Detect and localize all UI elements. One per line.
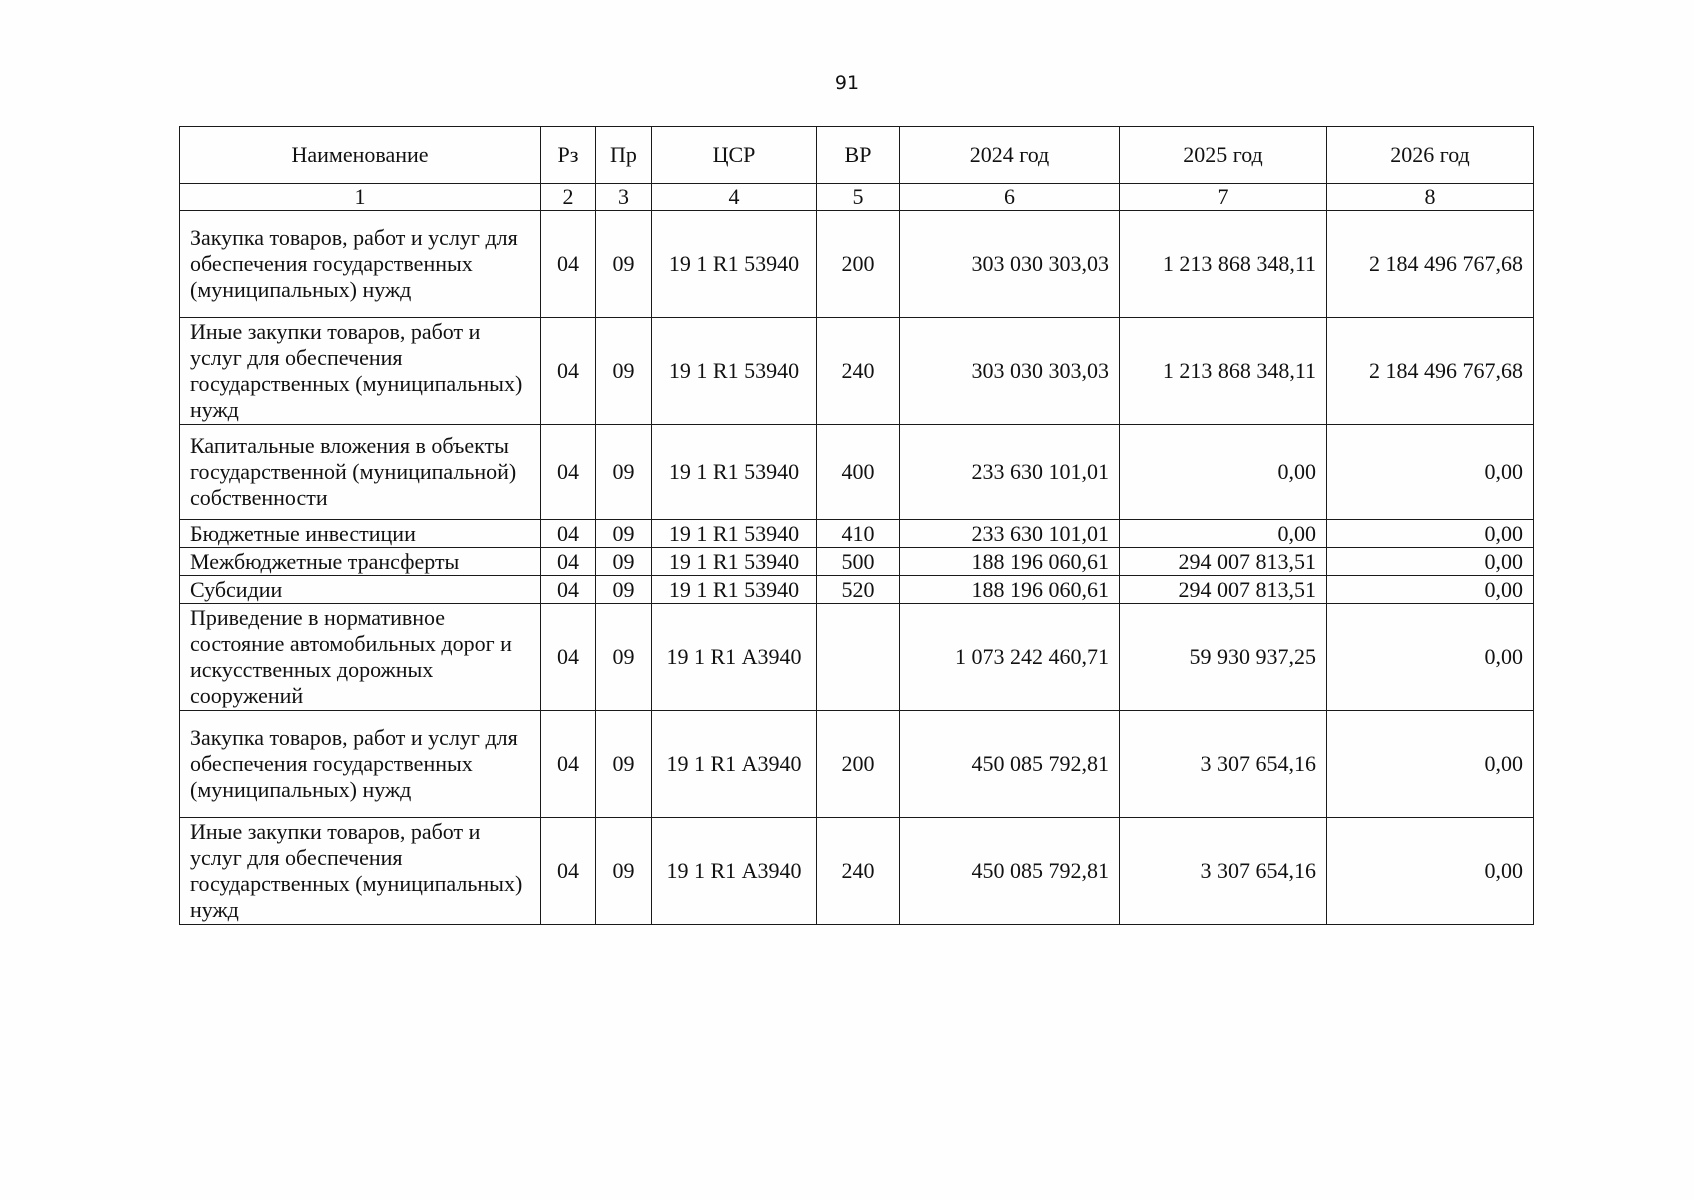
row-csr-cell: 19 1 R1 53940 <box>652 576 817 604</box>
row-csr-cell: 19 1 R1 53940 <box>652 425 817 520</box>
column-number: 4 <box>652 184 817 211</box>
row-rz-cell: 04 <box>541 604 596 711</box>
row-2024-cell: 303 030 303,03 <box>900 318 1120 425</box>
row-rz-cell: 04 <box>541 211 596 318</box>
row-pr-cell: 09 <box>596 211 652 318</box>
row-pr-cell: 09 <box>596 818 652 925</box>
row-pr-cell: 09 <box>596 520 652 548</box>
row-name-cell: Бюджетные инвестиции <box>180 520 541 548</box>
table-row <box>180 211 1534 318</box>
row-2026-cell: 0,00 <box>1327 576 1534 604</box>
row-name-cell: Иные закупки товаров, работ и услуг для обеспечения государственных (муниципальных) нужд <box>180 818 541 925</box>
budget-table <box>179 126 1534 925</box>
table-row <box>180 425 1534 520</box>
row-2024-cell: 233 630 101,01 <box>900 520 1120 548</box>
row-rz-cell: 04 <box>541 425 596 520</box>
row-2025-cell: 59 930 937,25 <box>1120 604 1327 711</box>
row-2026-cell: 0,00 <box>1327 548 1534 576</box>
row-csr-cell: 19 1 R1 53940 <box>652 548 817 576</box>
row-name-cell: Капитальные вложения в объекты государственной (муниципальной) собственности <box>180 425 541 520</box>
table-row <box>180 711 1534 818</box>
row-csr-cell: 19 1 R1 53940 <box>652 318 817 425</box>
row-2026-cell: 0,00 <box>1327 818 1534 925</box>
row-vr-cell: 240 <box>817 318 900 425</box>
table-row <box>180 818 1534 925</box>
row-2025-cell: 1 213 868 348,11 <box>1120 318 1327 425</box>
row-2024-cell: 303 030 303,03 <box>900 211 1120 318</box>
row-pr-cell: 09 <box>596 425 652 520</box>
row-2024-cell: 450 085 792,81 <box>900 711 1120 818</box>
row-2024-cell: 188 196 060,61 <box>900 548 1120 576</box>
table-header-row <box>180 127 1534 184</box>
table-row <box>180 604 1534 711</box>
row-2026-cell: 0,00 <box>1327 520 1534 548</box>
row-rz-cell: 04 <box>541 520 596 548</box>
column-number: 6 <box>900 184 1120 211</box>
table-body <box>180 211 1534 925</box>
row-2024-cell: 188 196 060,61 <box>900 576 1120 604</box>
row-2025-cell: 294 007 813,51 <box>1120 576 1327 604</box>
row-csr-cell: 19 1 R1 А3940 <box>652 818 817 925</box>
row-pr-cell: 09 <box>596 318 652 425</box>
column-number: 3 <box>596 184 652 211</box>
row-vr-cell <box>817 604 900 711</box>
column-number: 7 <box>1120 184 1327 211</box>
row-pr-cell: 09 <box>596 711 652 818</box>
header-2025: 2025 год <box>1120 127 1327 184</box>
column-number: 5 <box>817 184 900 211</box>
row-rz-cell: 04 <box>541 318 596 425</box>
row-csr-cell: 19 1 R1 А3940 <box>652 711 817 818</box>
row-2025-cell: 0,00 <box>1120 425 1327 520</box>
row-2025-cell: 294 007 813,51 <box>1120 548 1327 576</box>
row-name-cell: Субсидии <box>180 576 541 604</box>
row-2026-cell: 2 184 496 767,68 <box>1327 318 1534 425</box>
row-vr-cell: 200 <box>817 211 900 318</box>
row-2026-cell: 0,00 <box>1327 711 1534 818</box>
row-pr-cell: 09 <box>596 548 652 576</box>
row-name-cell: Закупка товаров, работ и услуг для обеспечения государственных (муниципальных) нужд <box>180 711 541 818</box>
row-vr-cell: 410 <box>817 520 900 548</box>
row-name-cell: Закупка товаров, работ и услуг для обеспечения государственных (муниципальных) нужд <box>180 211 541 318</box>
table-row <box>180 576 1534 604</box>
header-2026: 2026 год <box>1327 127 1534 184</box>
row-2024-cell: 450 085 792,81 <box>900 818 1120 925</box>
row-csr-cell: 19 1 R1 А3940 <box>652 604 817 711</box>
row-vr-cell: 240 <box>817 818 900 925</box>
row-2026-cell: 0,00 <box>1327 425 1534 520</box>
row-2024-cell: 233 630 101,01 <box>900 425 1120 520</box>
column-number: 1 <box>180 184 541 211</box>
header-rz: Рз <box>541 127 596 184</box>
row-2025-cell: 1 213 868 348,11 <box>1120 211 1327 318</box>
table-row <box>180 318 1534 425</box>
row-2025-cell: 3 307 654,16 <box>1120 711 1327 818</box>
column-number: 2 <box>541 184 596 211</box>
header-2024: 2024 год <box>900 127 1120 184</box>
row-vr-cell: 200 <box>817 711 900 818</box>
row-rz-cell: 04 <box>541 576 596 604</box>
header-pr: Пр <box>596 127 652 184</box>
header-name: Наименование <box>180 127 541 184</box>
row-2024-cell: 1 073 242 460,71 <box>900 604 1120 711</box>
row-2025-cell: 3 307 654,16 <box>1120 818 1327 925</box>
row-rz-cell: 04 <box>541 818 596 925</box>
row-name-cell: Иные закупки товаров, работ и услуг для обеспечения государственных (муниципальных) нужд <box>180 318 541 425</box>
row-pr-cell: 09 <box>596 604 652 711</box>
row-pr-cell: 09 <box>596 576 652 604</box>
row-rz-cell: 04 <box>541 548 596 576</box>
row-2026-cell: 2 184 496 767,68 <box>1327 211 1534 318</box>
row-rz-cell: 04 <box>541 711 596 818</box>
column-number: 8 <box>1327 184 1534 211</box>
row-name-cell: Приведение в нормативное состояние автомобильных дорог и искусственных дорожных сооружений <box>180 604 541 711</box>
row-name-cell: Межбюджетные трансферты <box>180 548 541 576</box>
header-vr: ВР <box>817 127 900 184</box>
row-vr-cell: 520 <box>817 576 900 604</box>
row-2025-cell: 0,00 <box>1120 520 1327 548</box>
header-csr: ЦСР <box>652 127 817 184</box>
row-csr-cell: 19 1 R1 53940 <box>652 211 817 318</box>
row-vr-cell: 500 <box>817 548 900 576</box>
page-number: 91 <box>834 72 860 94</box>
column-number-row <box>180 184 1534 211</box>
row-csr-cell: 19 1 R1 53940 <box>652 520 817 548</box>
row-2026-cell: 0,00 <box>1327 604 1534 711</box>
table-row <box>180 548 1534 576</box>
table-row <box>180 520 1534 548</box>
row-vr-cell: 400 <box>817 425 900 520</box>
